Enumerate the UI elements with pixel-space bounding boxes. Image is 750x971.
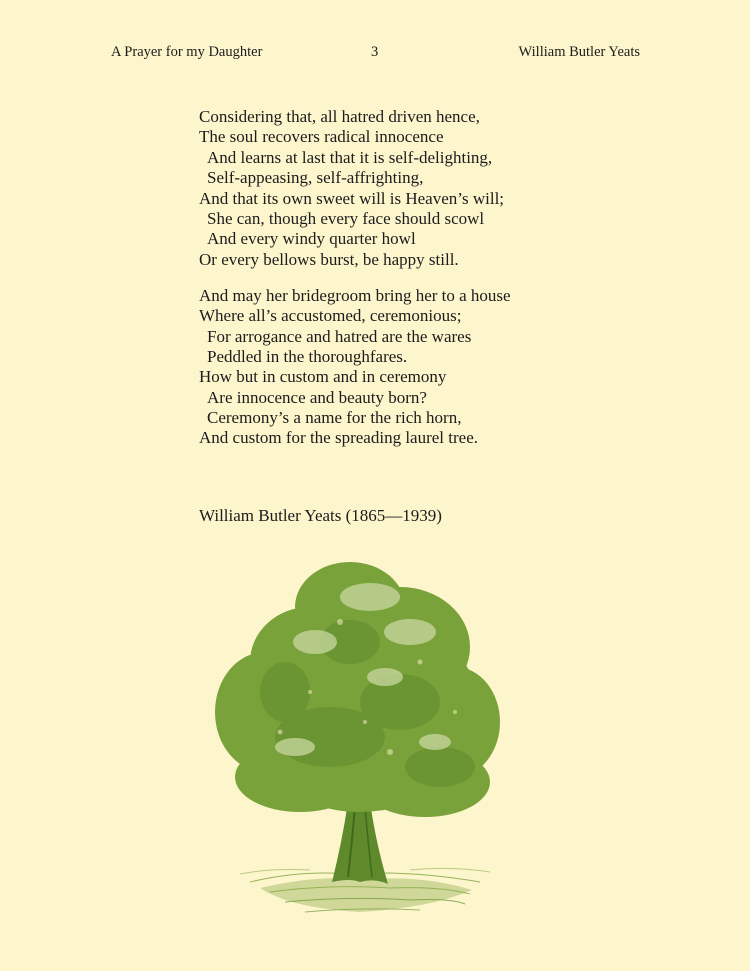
header-page-number: 3 (371, 44, 379, 60)
poem-line: For arrogance and hatred are the wares (207, 326, 472, 346)
poem-line: Ceremony’s a name for the rich horn, (207, 408, 462, 428)
header-poem-title: A Prayer for my Daughter (111, 44, 263, 60)
poem-line: Where all’s accustomed, ceremonious; (199, 306, 462, 326)
author-attribution: William Butler Yeats (1865—1939) (199, 506, 442, 525)
poem-body (199, 107, 659, 464)
poem-line: And every windy quarter howl (207, 229, 416, 249)
poem-line: She can, though every face should scowl (207, 208, 485, 228)
poem-line: The soul recovers radical innocence (199, 127, 444, 147)
poem-line: Are innocence and beauty born? (207, 387, 427, 407)
header-author-name: William Butler Yeats (518, 44, 640, 60)
poem-line: And custom for the spreading laurel tree. (199, 428, 478, 448)
poem-line: Or every bellows burst, be happy still. (199, 249, 459, 269)
oak-tree-illustration-icon (210, 552, 510, 927)
poem-line: Considering that, all hatred driven hence, (199, 107, 480, 126)
poem-line: And that its own sweet will is Heaven’s will; (199, 188, 505, 208)
stanza-1 (199, 107, 659, 270)
poem-line: And may her bridegroom bring her to a house (199, 285, 511, 305)
poem-line: Self-appeasing, self-affrighting, (207, 168, 424, 188)
poem-line: And learns at last that it is self-delighting, (207, 147, 493, 167)
running-header (0, 44, 750, 64)
poem-line: How but in custom and in ceremony (199, 367, 447, 387)
stanza-2 (199, 286, 659, 449)
poem-line: Peddled in the thoroughfares. (207, 346, 408, 366)
